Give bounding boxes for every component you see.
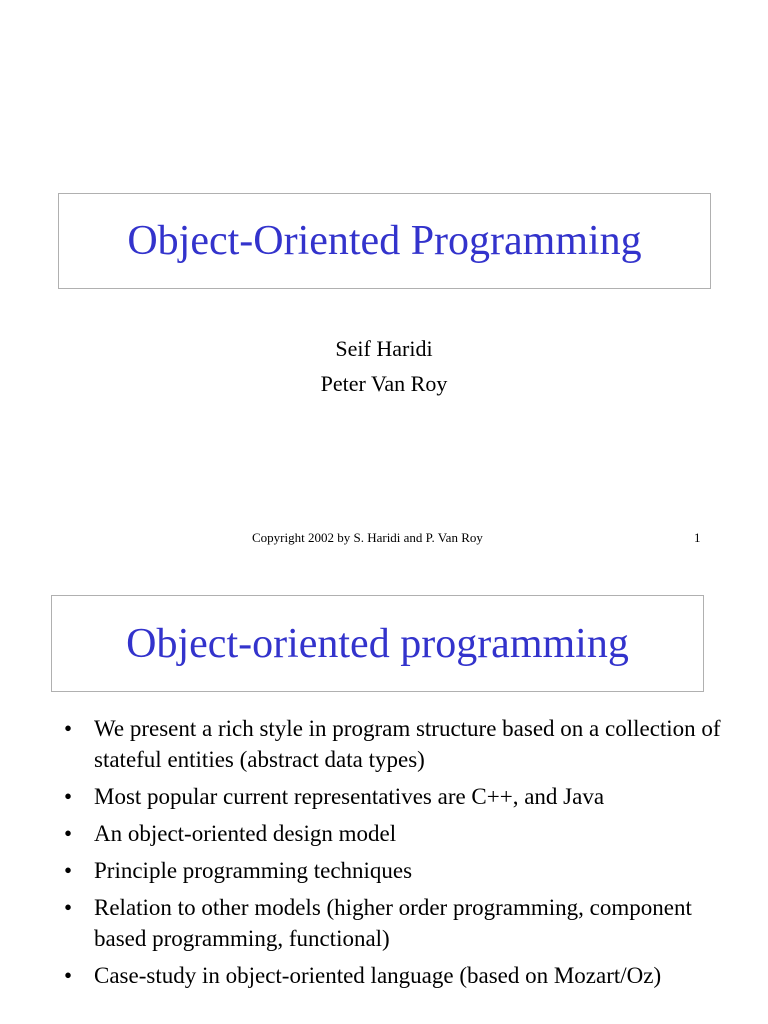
bullet-text: Most popular current representatives are C++, and Java xyxy=(94,784,605,809)
bullet-dot-icon: • xyxy=(64,784,73,809)
author-name: Seif Haridi xyxy=(335,336,433,361)
bullet-item xyxy=(0,855,768,886)
slide-2-title-text: Object-oriented programming xyxy=(126,620,629,667)
bullet-dot-icon: • xyxy=(64,858,73,883)
bullet-item xyxy=(0,781,768,812)
bullet-text: An object-oriented design model xyxy=(94,821,397,846)
bullet-list xyxy=(0,713,768,997)
slide-2-title xyxy=(51,595,704,692)
bullet-text: Principle programming techniques xyxy=(94,858,413,883)
bullet-dot-icon: • xyxy=(64,716,73,741)
slide-2 xyxy=(0,576,768,1024)
bullet-item xyxy=(0,818,768,849)
bullet-item xyxy=(0,960,768,991)
page-number: 1 xyxy=(694,530,701,545)
copyright-footer: Copyright 2002 by S. Haridi and P. Van Roy xyxy=(252,530,483,545)
bullet-dot-icon: • xyxy=(64,821,73,846)
bullet-item xyxy=(0,713,768,775)
slide-1-title xyxy=(58,193,711,289)
bullet-text: We present a rich style in program structure based on a collection of stateful entities (abstract data types) xyxy=(94,716,721,772)
bullet-dot-icon: • xyxy=(64,963,73,988)
bullet-dot-icon: • xyxy=(64,895,73,920)
slide-1-title-text: Object-Oriented Programming xyxy=(127,218,642,264)
bullet-item xyxy=(0,892,768,954)
bullet-text: Case-study in object-oriented language (based on Mozart/Oz) xyxy=(94,963,662,988)
author-list xyxy=(0,331,768,401)
author-name: Peter Van Roy xyxy=(320,371,448,396)
bullet-text: Relation to other models (higher order programming, component based programming, functional) xyxy=(94,895,692,951)
